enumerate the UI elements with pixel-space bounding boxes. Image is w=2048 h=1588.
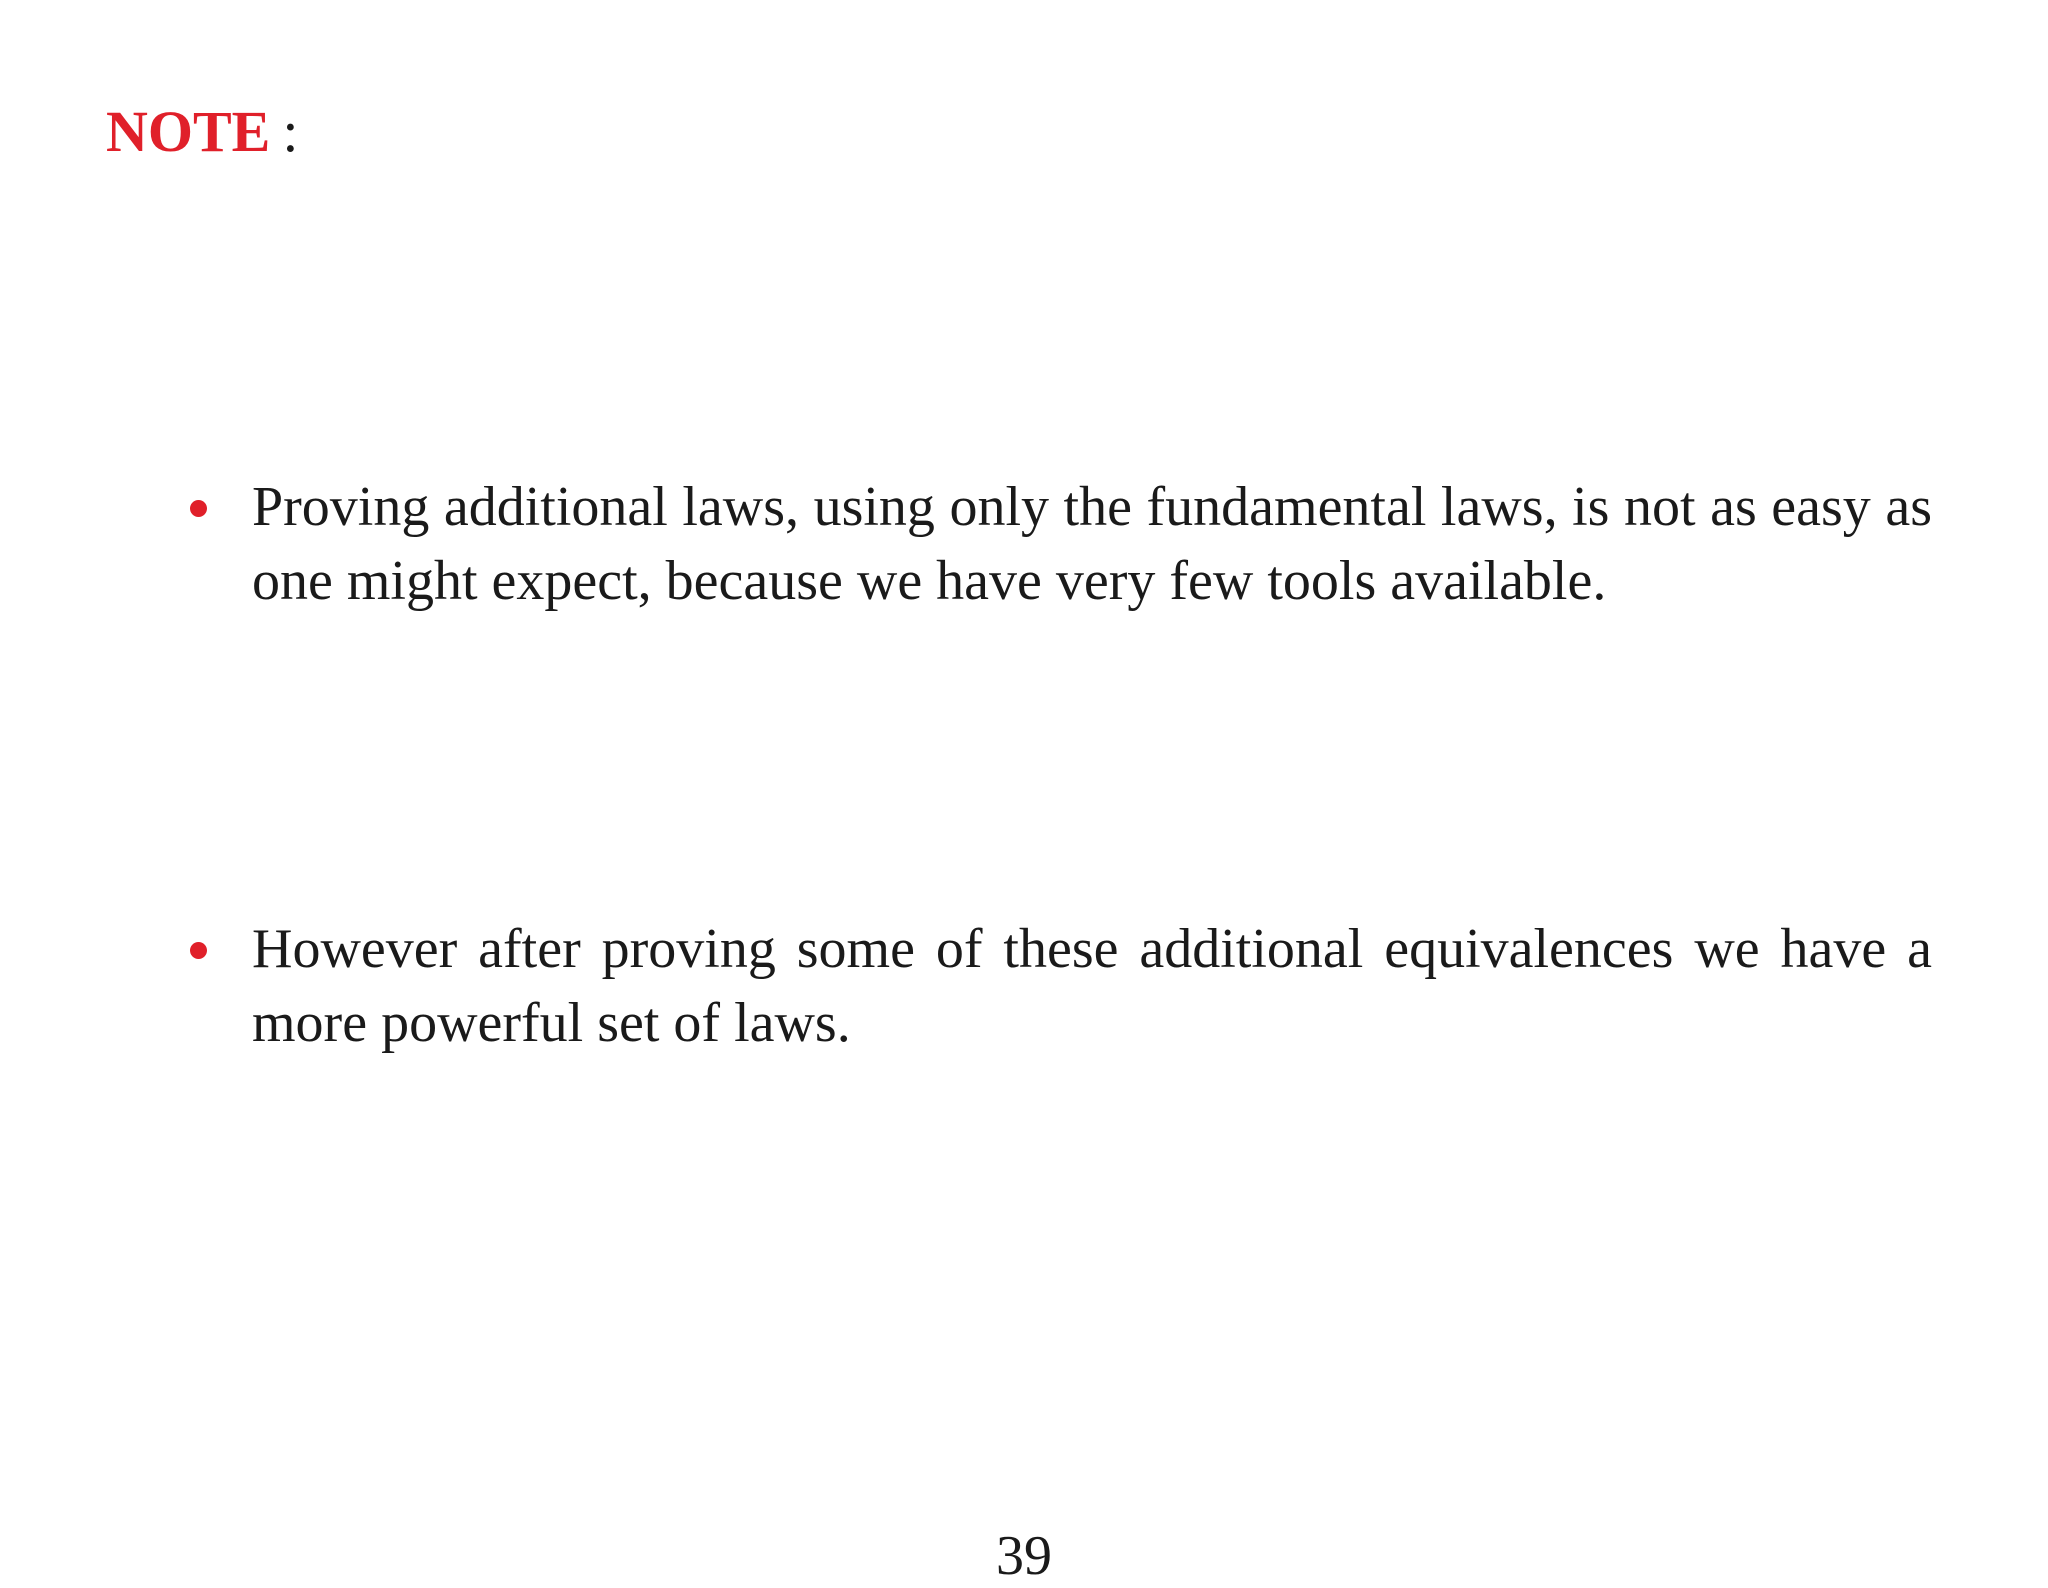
bullet-text: However after proving some of these additional equivalences we have a more powerful set of laws. [252,918,1932,1054]
note-heading-label: NOTE [106,99,271,164]
bullet-dot-icon [190,500,207,517]
note-heading-colon: : [282,99,299,164]
page-number: 39 [996,1525,1052,1587]
bullet-dot-icon [190,942,207,959]
bullet-text: Proving additional laws, using only the fundamental laws, is not as easy as one might expect, because we have very few tools available. [252,476,1932,612]
note-heading [106,96,299,168]
bullet-item [252,470,1932,618]
bullet-item [252,912,1932,1060]
